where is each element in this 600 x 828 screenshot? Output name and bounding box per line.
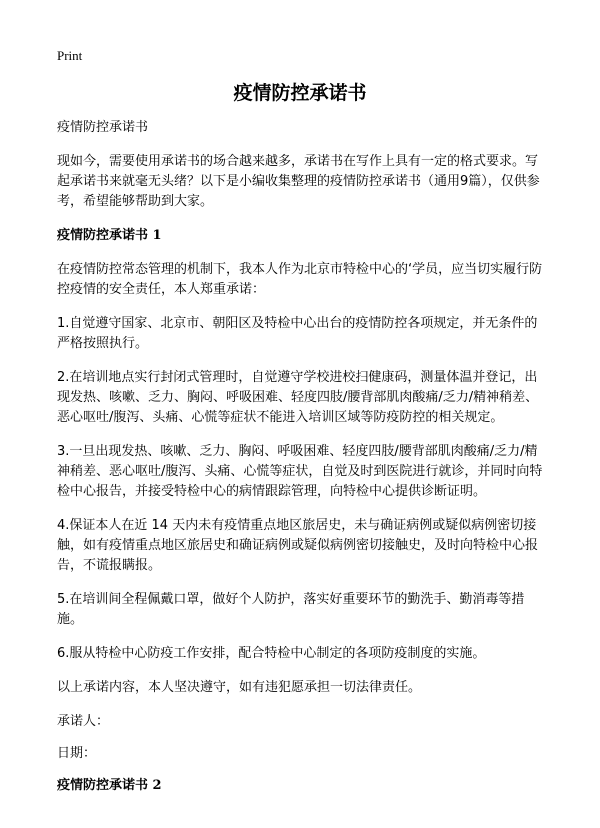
commitment-item-4: 4.保证本人在近 14 天内未有疫情重点地区旅居史，未与确证病例或疑似病例密切接触，如有疫情重点地区旅居史和确证病例或疑似病例密切接触史，及时向特检中心报告，不谎报瞒报。 [57,518,539,573]
closing-statement: 以上承诺内容，本人坚决遵守，如有违犯愿承担一切法律责任。 [57,680,422,695]
commitment-item-3: 3.一旦出现发热、咳嗽、乏力、胸闷、呼吸困难、轻度四肢/腰背部肌肉酸痛/乏力/精神稍差、恶心呕吐/腹泻、头痛、心慌等症状，自觉及时到医院进行就诊，并同时向特检中心报告，并接受特检中心的病情跟踪管理，向特检中心提供诊断证明。 [57,444,543,499]
commitment-item-1: 1.自觉遵守国家、北京市、朝阳区及特检中心出台的疫情防控各项规定，并无条件的严格按照执行。 [57,316,538,351]
commitment-item-5: 5.在培训间全程佩戴口罩，做好个人防护，落实好重要环节的勤洗手、勤消毒等措施。 [57,592,525,627]
section-heading-2: 疫情防控承诺书 2 [57,778,162,793]
print-label: Print [57,48,83,63]
document-title: 疫情防控承诺书 [233,82,367,104]
document-subtitle: 疫情防控承诺书 [57,120,149,135]
document-body [57,118,547,810]
commitment-item-6: 6.服从特检中心防疫工作安排，配合特检中心制定的各项防疫制度的实施。 [57,646,486,661]
signer-label: 承诺人： [57,714,110,729]
commitment-item-2: 2.在培训地点实行封闭式管理时，自觉遵守学校进校扫健康码，测量体温并登记，出现发热、咳嗽、乏力、胸闷、呼吸困难、轻度四肢/腰背部肌肉酸痛/乏力/精神稍差、恶心呕吐/腹泻、头痛、心慌等症状不能进入培训区域等防疫防控的相关规定。 [57,370,539,425]
date-label: 日期： [57,746,97,761]
intro-paragraph: 现如今，需要使用承诺书的场合越来越多，承诺书在写作上具有一定的格式要求。写起承诺书来就毫无头绪？以下是小编收集整理的疫情防控承诺书（通用9篇），仅供参考，希望能够帮助到大家。 [57,154,540,209]
section-1-opening: 在疫情防控常态管理的机制下，我本人作为北京市特检中心的‘学员，应当切实履行防控疫情的安全责任，本人郑重承诺： [57,262,543,297]
section-heading-1: 疫情防控承诺书 1 [57,228,162,243]
